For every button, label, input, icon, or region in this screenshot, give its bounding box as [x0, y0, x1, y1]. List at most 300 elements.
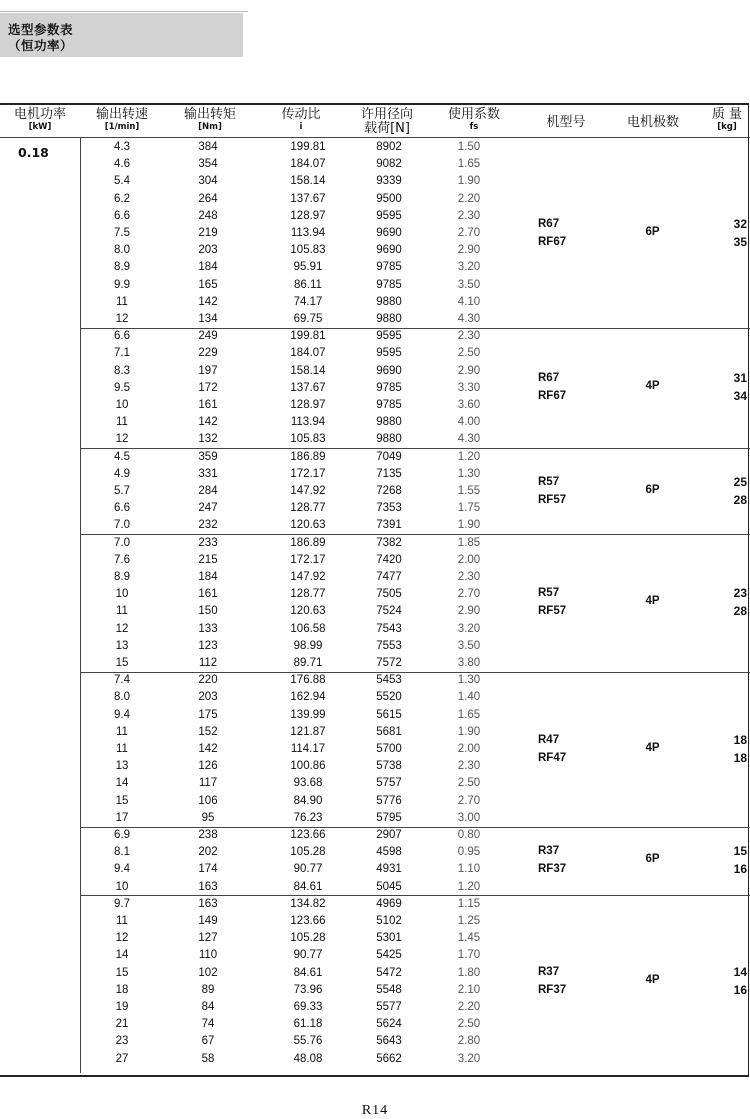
- radial-load-cell: 5102: [376, 915, 402, 927]
- radial-load-cell: 5045: [376, 880, 402, 893]
- mass-value: 16: [733, 862, 747, 877]
- torque-cell: 219: [198, 227, 218, 239]
- speed-cell: 11: [116, 915, 128, 927]
- torque-cell: 142: [198, 295, 218, 308]
- radial-load-cell: 5425: [376, 949, 402, 962]
- service-factor-cell: 1.45: [457, 932, 481, 945]
- mass-value: 14: [733, 964, 747, 979]
- ratio-cell: 105.83: [290, 244, 326, 257]
- speed-cell: 10: [115, 399, 129, 411]
- torque-cell: 163: [198, 880, 218, 893]
- table-row: [80, 311, 750, 328]
- speed-cell: 13: [115, 760, 129, 773]
- table-row: [80, 896, 750, 913]
- ratio-cell: 147.92: [290, 571, 326, 583]
- radial-load-cell: 5301: [376, 932, 402, 945]
- service-factor-cell: 1.75: [457, 502, 481, 515]
- table-row: [80, 449, 750, 466]
- table-row: [80, 621, 750, 638]
- torque-cell: 203: [198, 691, 218, 704]
- speed-cell: 7.0: [114, 536, 130, 549]
- radial-load-cell: 5577: [376, 1001, 402, 1013]
- model-name-line: RF57: [538, 493, 567, 506]
- speed-cell: 5.7: [114, 485, 130, 497]
- ratio-cell: 69.33: [293, 1001, 323, 1013]
- radial-load-cell: 7391: [376, 519, 402, 532]
- service-factor-cell: 2.80: [457, 1035, 481, 1048]
- torque-cell: 89: [201, 983, 215, 996]
- speed-cell: 8.1: [114, 846, 130, 859]
- table-row: [80, 139, 750, 156]
- speed-cell: 15: [115, 966, 129, 979]
- ratio-cell: 137.67: [290, 192, 326, 205]
- speed-cell: 11: [116, 416, 128, 429]
- torque-cell: 359: [198, 450, 218, 463]
- torque-cell: 123: [198, 639, 218, 652]
- ratio-cell: 184.07: [290, 158, 326, 171]
- service-factor-cell: 3.20: [457, 622, 481, 635]
- header-service-factor: 使用系数 fs: [447, 107, 500, 132]
- ratio-cell: 147.92: [290, 485, 326, 497]
- radial-load-cell: 2907: [376, 829, 402, 841]
- table-row: [80, 431, 750, 448]
- service-factor-cell: 2.00: [457, 553, 481, 566]
- service-factor-cell: 1.20: [457, 880, 481, 893]
- radial-load-cell: 7553: [376, 639, 402, 652]
- radial-load-cell: 5472: [376, 966, 402, 979]
- service-factor-cell: 3.30: [457, 381, 481, 394]
- service-factor-cell: 1.55: [457, 485, 481, 497]
- service-factor-cell: 2.30: [457, 760, 481, 773]
- ratio-cell: 128.77: [290, 588, 326, 601]
- header-poles: 电机极数: [626, 115, 679, 130]
- speed-cell: 7.6: [114, 553, 130, 566]
- torque-cell: 203: [198, 244, 218, 257]
- service-factor-cell: 1.50: [457, 141, 481, 153]
- radial-load-cell: 9595: [376, 347, 402, 360]
- service-factor-cell: 1.90: [457, 175, 481, 188]
- ratio-cell: 113.94: [290, 416, 326, 429]
- service-factor-cell: 1.40: [457, 691, 481, 704]
- service-factor-cell: 1.25: [457, 915, 481, 927]
- speed-cell: 19: [115, 1001, 129, 1013]
- ratio-cell: 128.77: [290, 502, 326, 515]
- torque-cell: 304: [198, 175, 218, 188]
- speed-cell: 23: [115, 1035, 129, 1048]
- radial-load-cell: 9339: [376, 175, 402, 188]
- table-row: [80, 1016, 750, 1033]
- speed-cell: 12: [115, 932, 129, 945]
- torque-cell: 354: [198, 158, 218, 171]
- mass-value: 18: [733, 732, 747, 747]
- header-model: 机型号: [546, 115, 586, 130]
- mass-value: 32: [733, 216, 747, 231]
- ratio-cell: 199.81: [290, 141, 326, 153]
- motor-poles: 4P: [645, 595, 660, 608]
- model-name-line: RF67: [538, 390, 567, 403]
- torque-cell: 232: [198, 519, 218, 532]
- mass-value: 34: [733, 389, 747, 404]
- service-factor-cell: 1.10: [457, 863, 481, 876]
- ratio-cell: 55.76: [293, 1035, 323, 1048]
- radial-load-cell: 9880: [376, 313, 402, 325]
- ratio-cell: 128.97: [290, 399, 326, 411]
- torque-cell: 384: [198, 141, 218, 153]
- mass-value: 28: [733, 604, 747, 619]
- torque-cell: 127: [198, 932, 218, 945]
- service-factor-cell: 1.65: [457, 158, 481, 171]
- model-name-line: R37: [538, 965, 560, 978]
- ratio-cell: 120.63: [290, 605, 326, 618]
- speed-cell: 12: [115, 433, 129, 446]
- mass-value: 35: [733, 234, 747, 249]
- service-factor-cell: 2.70: [457, 227, 481, 239]
- service-factor-cell: 1.30: [457, 467, 481, 480]
- table-row: [80, 328, 750, 345]
- table-row: [80, 294, 750, 311]
- ratio-cell: 120.63: [290, 519, 326, 532]
- torque-cell: 197: [198, 364, 218, 377]
- radial-load-cell: 9500: [376, 192, 402, 205]
- torque-cell: 102: [198, 966, 218, 979]
- ratio-cell: 86.11: [294, 278, 322, 291]
- radial-load-cell: 7135: [376, 467, 402, 480]
- torque-cell: 175: [198, 708, 218, 721]
- service-factor-cell: 4.30: [457, 313, 481, 325]
- table-row: [80, 724, 750, 741]
- mass-values: [705, 963, 747, 999]
- radial-load-cell: 5700: [376, 743, 402, 755]
- service-factor-cell: 2.10: [457, 983, 481, 996]
- torque-cell: 229: [198, 347, 218, 360]
- ratio-cell: 84.61: [293, 966, 323, 979]
- ratio-cell: 123.66: [290, 829, 326, 841]
- mass-value: 16: [733, 982, 747, 997]
- motor-poles: 6P: [645, 483, 660, 496]
- speed-cell: 10: [115, 880, 129, 893]
- service-factor-cell: 2.90: [457, 244, 481, 257]
- speed-cell: 4.6: [114, 158, 130, 171]
- service-factor-cell: 1.15: [457, 897, 481, 910]
- section-subtitle: （恒功率）: [8, 38, 74, 53]
- table-row: [80, 1051, 750, 1068]
- ratio-cell: 105.28: [290, 932, 326, 945]
- ratio-cell: 172.17: [290, 467, 326, 480]
- table-row: [80, 810, 750, 827]
- service-factor-cell: 2.50: [457, 347, 481, 360]
- ratio-cell: 93.68: [293, 777, 323, 790]
- table-row: [80, 638, 750, 655]
- speed-cell: 7.4: [114, 674, 130, 687]
- table-row: [80, 758, 750, 775]
- ratio-cell: 73.96: [293, 983, 323, 996]
- torque-cell: 264: [198, 192, 218, 205]
- speed-cell: 5.4: [114, 175, 130, 188]
- speed-cell: 11: [116, 743, 128, 755]
- table-row: [80, 173, 750, 190]
- section-title: 选型参数表: [8, 22, 74, 37]
- service-factor-cell: 1.70: [457, 949, 481, 962]
- table-row: [80, 827, 750, 844]
- table-row: [80, 1033, 750, 1050]
- torque-cell: 174: [198, 863, 218, 876]
- service-factor-cell: 1.90: [457, 519, 481, 532]
- service-factor-cell: 3.20: [457, 261, 481, 274]
- radial-load-cell: 5643: [376, 1035, 402, 1048]
- ratio-cell: 84.90: [293, 794, 323, 807]
- table-row: [80, 500, 750, 517]
- motor-poles: 6P: [645, 853, 660, 866]
- speed-cell: 27: [115, 1052, 129, 1065]
- service-factor-cell: 3.20: [457, 1052, 481, 1065]
- model-name: [538, 215, 566, 251]
- mass-value: 15: [733, 844, 747, 859]
- ratio-cell: 123.66: [290, 915, 326, 927]
- radial-load-cell: 9595: [376, 330, 402, 343]
- mass-values: [705, 473, 747, 509]
- motor-poles: 6P: [645, 225, 660, 238]
- ratio-cell: 128.97: [290, 209, 326, 222]
- ratio-cell: 48.08: [293, 1052, 323, 1065]
- ratio-cell: 76.23: [293, 811, 323, 824]
- torque-cell: 184: [198, 571, 218, 583]
- radial-load-cell: 5624: [376, 1018, 402, 1031]
- torque-cell: 117: [198, 777, 218, 790]
- radial-load-cell: 9880: [376, 433, 402, 446]
- torque-cell: 220: [198, 674, 218, 687]
- model-name: [538, 473, 566, 509]
- model-name: [538, 842, 566, 878]
- ratio-cell: 139.99: [290, 708, 326, 721]
- speed-cell: 6.9: [114, 829, 130, 841]
- torque-cell: 184: [198, 261, 218, 274]
- header-divider: [0, 137, 750, 138]
- ratio-cell: 199.81: [290, 330, 326, 343]
- ratio-cell: 137.67: [290, 381, 326, 394]
- ratio-cell: 90.77: [293, 949, 323, 962]
- speed-cell: 12: [115, 622, 129, 635]
- table-row: [80, 535, 750, 552]
- section-title-box: [0, 13, 243, 57]
- speed-cell: 8.0: [114, 691, 130, 704]
- speed-cell: 4.9: [114, 467, 130, 480]
- torque-cell: 67: [201, 1035, 215, 1048]
- power-value: 0.18: [18, 145, 49, 160]
- model-name-line: RF47: [538, 751, 567, 764]
- service-factor-cell: 2.20: [457, 1001, 481, 1013]
- torque-cell: 150: [198, 605, 218, 618]
- service-factor-cell: 3.50: [457, 278, 481, 291]
- radial-load-cell: 9785: [376, 261, 402, 274]
- torque-cell: 249: [198, 330, 218, 343]
- mass-values: [705, 584, 747, 620]
- model-name-line: R67: [538, 217, 560, 230]
- mass-value: 25: [733, 474, 747, 489]
- speed-cell: 10: [115, 588, 129, 601]
- table-row: [80, 397, 750, 414]
- table-row: [80, 277, 750, 294]
- ratio-cell: 98.99: [293, 639, 323, 652]
- radial-load-cell: 9880: [376, 295, 402, 308]
- ratio-cell: 184.07: [290, 347, 326, 360]
- table-row: [80, 191, 750, 208]
- radial-load-cell: 4931: [376, 863, 402, 876]
- radial-load-cell: 5795: [376, 811, 402, 824]
- service-factor-cell: 2.20: [457, 192, 481, 205]
- mass-value: 31: [733, 371, 747, 386]
- radial-load-cell: 5615: [376, 708, 402, 721]
- radial-load-cell: 9785: [376, 278, 402, 291]
- service-factor-cell: 2.00: [457, 743, 481, 755]
- table-row: [80, 259, 750, 276]
- speed-cell: 7.5: [114, 227, 130, 239]
- table-row: [80, 793, 750, 810]
- torque-cell: 134: [198, 313, 218, 325]
- ratio-cell: 69.75: [293, 313, 323, 325]
- speed-cell: 8.3: [114, 364, 130, 377]
- ratio-cell: 95.91: [293, 261, 323, 274]
- model-name-line: RF67: [538, 235, 567, 248]
- torque-cell: 233: [198, 536, 218, 549]
- ratio-cell: 74.17: [293, 295, 323, 308]
- radial-load-cell: 9785: [376, 399, 402, 411]
- speed-cell: 11: [116, 725, 128, 738]
- service-factor-cell: 3.00: [457, 811, 481, 824]
- service-factor-cell: 3.80: [457, 657, 481, 669]
- service-factor-cell: 1.85: [457, 536, 481, 549]
- page-number: R14: [361, 1103, 389, 1118]
- table-row: [80, 879, 750, 896]
- radial-load-cell: 7353: [376, 502, 402, 515]
- torque-cell: 248: [198, 209, 218, 222]
- table-row: [80, 689, 750, 706]
- motor-poles: 4P: [645, 973, 660, 986]
- service-factor-cell: 1.80: [457, 966, 481, 979]
- mass-value: 28: [733, 492, 747, 507]
- torque-cell: 152: [198, 725, 218, 738]
- speed-cell: 9.5: [114, 381, 130, 394]
- model-name-line: RF57: [538, 605, 567, 618]
- radial-load-cell: 5520: [376, 691, 402, 704]
- service-factor-cell: 1.90: [457, 725, 481, 738]
- service-factor-cell: 2.30: [457, 209, 481, 222]
- radial-load-cell: 7543: [376, 622, 402, 635]
- top-rule: [0, 11, 248, 12]
- header-speed: 输出转速 [1/min]: [95, 107, 148, 132]
- table-row: [80, 414, 750, 431]
- radial-load-cell: 5738: [376, 760, 402, 773]
- radial-load-cell: 7049: [376, 450, 402, 463]
- torque-cell: 247: [198, 502, 218, 515]
- radial-load-cell: 9690: [376, 244, 402, 257]
- mass-values: [705, 215, 747, 251]
- service-factor-cell: 2.50: [457, 777, 481, 790]
- radial-load-cell: 9785: [376, 381, 402, 394]
- radial-load-cell: 4969: [376, 897, 402, 910]
- table-row: [80, 707, 750, 724]
- speed-cell: 7.1: [114, 347, 130, 360]
- model-name-line: R57: [538, 475, 560, 488]
- speed-cell: 17: [115, 811, 129, 824]
- speed-cell: 9.4: [114, 863, 130, 876]
- service-factor-cell: 2.90: [457, 605, 481, 618]
- torque-cell: 163: [198, 897, 218, 910]
- ratio-cell: 90.77: [293, 863, 323, 876]
- torque-cell: 106: [198, 794, 218, 807]
- header-power: 电机功率 [kW]: [13, 107, 66, 132]
- service-factor-cell: 2.30: [457, 330, 481, 343]
- table-row: [80, 775, 750, 792]
- torque-cell: 142: [198, 743, 218, 755]
- radial-load-cell: 5776: [376, 794, 402, 807]
- header-ratio: 传动比 i: [281, 107, 321, 132]
- table-row: [80, 156, 750, 173]
- model-name-line: R37: [538, 845, 560, 858]
- speed-cell: 7.0: [114, 519, 130, 532]
- model-name: [538, 731, 566, 767]
- torque-cell: 133: [198, 622, 218, 635]
- torque-cell: 132: [198, 433, 218, 446]
- torque-cell: 331: [198, 467, 218, 480]
- table-row: [80, 999, 750, 1016]
- speed-cell: 4.3: [114, 141, 130, 153]
- service-factor-cell: 1.30: [457, 674, 481, 687]
- radial-load-cell: 5548: [376, 983, 402, 996]
- radial-load-cell: 9690: [376, 227, 402, 239]
- speed-cell: 9.9: [114, 278, 130, 291]
- ratio-cell: 172.17: [290, 553, 326, 566]
- service-factor-cell: 2.50: [457, 1018, 481, 1031]
- model-name: [538, 963, 566, 999]
- ratio-cell: 162.94: [290, 691, 326, 704]
- speed-cell: 9.4: [114, 708, 130, 721]
- ratio-cell: 106.58: [290, 622, 326, 635]
- speed-cell: 8.9: [114, 261, 130, 274]
- torque-cell: 126: [198, 760, 218, 773]
- service-factor-cell: 4.10: [457, 295, 481, 308]
- radial-load-cell: 9082: [376, 158, 402, 171]
- service-factor-cell: 0.80: [457, 829, 481, 841]
- table-row: [80, 208, 750, 225]
- speed-cell: 11: [116, 605, 128, 618]
- table-row: [80, 242, 750, 259]
- table-row: [80, 552, 750, 569]
- radial-load-cell: 9595: [376, 209, 402, 222]
- motor-poles: 4P: [645, 741, 660, 754]
- speed-cell: 6.6: [114, 502, 130, 515]
- ratio-cell: 114.17: [290, 743, 326, 755]
- torque-cell: 202: [198, 846, 218, 859]
- model-name-line: R57: [538, 587, 560, 600]
- mass-values: [705, 842, 747, 878]
- model-name-line: RF37: [538, 983, 567, 996]
- service-factor-cell: 2.90: [457, 364, 481, 377]
- service-factor-cell: 2.70: [457, 588, 481, 601]
- table-row: [80, 913, 750, 930]
- header-torque: 输出转矩 [Nm]: [183, 107, 236, 132]
- service-factor-cell: 2.30: [457, 571, 481, 583]
- service-factor-cell: 1.20: [457, 450, 481, 463]
- radial-load-cell: 9690: [376, 364, 402, 377]
- model-name-line: R67: [538, 372, 560, 385]
- service-factor-cell: 4.30: [457, 433, 481, 446]
- ratio-cell: 186.89: [290, 450, 326, 463]
- model-name: [538, 584, 566, 620]
- speed-cell: 9.7: [114, 897, 130, 910]
- speed-cell: 12: [115, 313, 129, 325]
- ratio-cell: 89.71: [293, 657, 323, 669]
- radial-load-cell: 7420: [376, 553, 402, 566]
